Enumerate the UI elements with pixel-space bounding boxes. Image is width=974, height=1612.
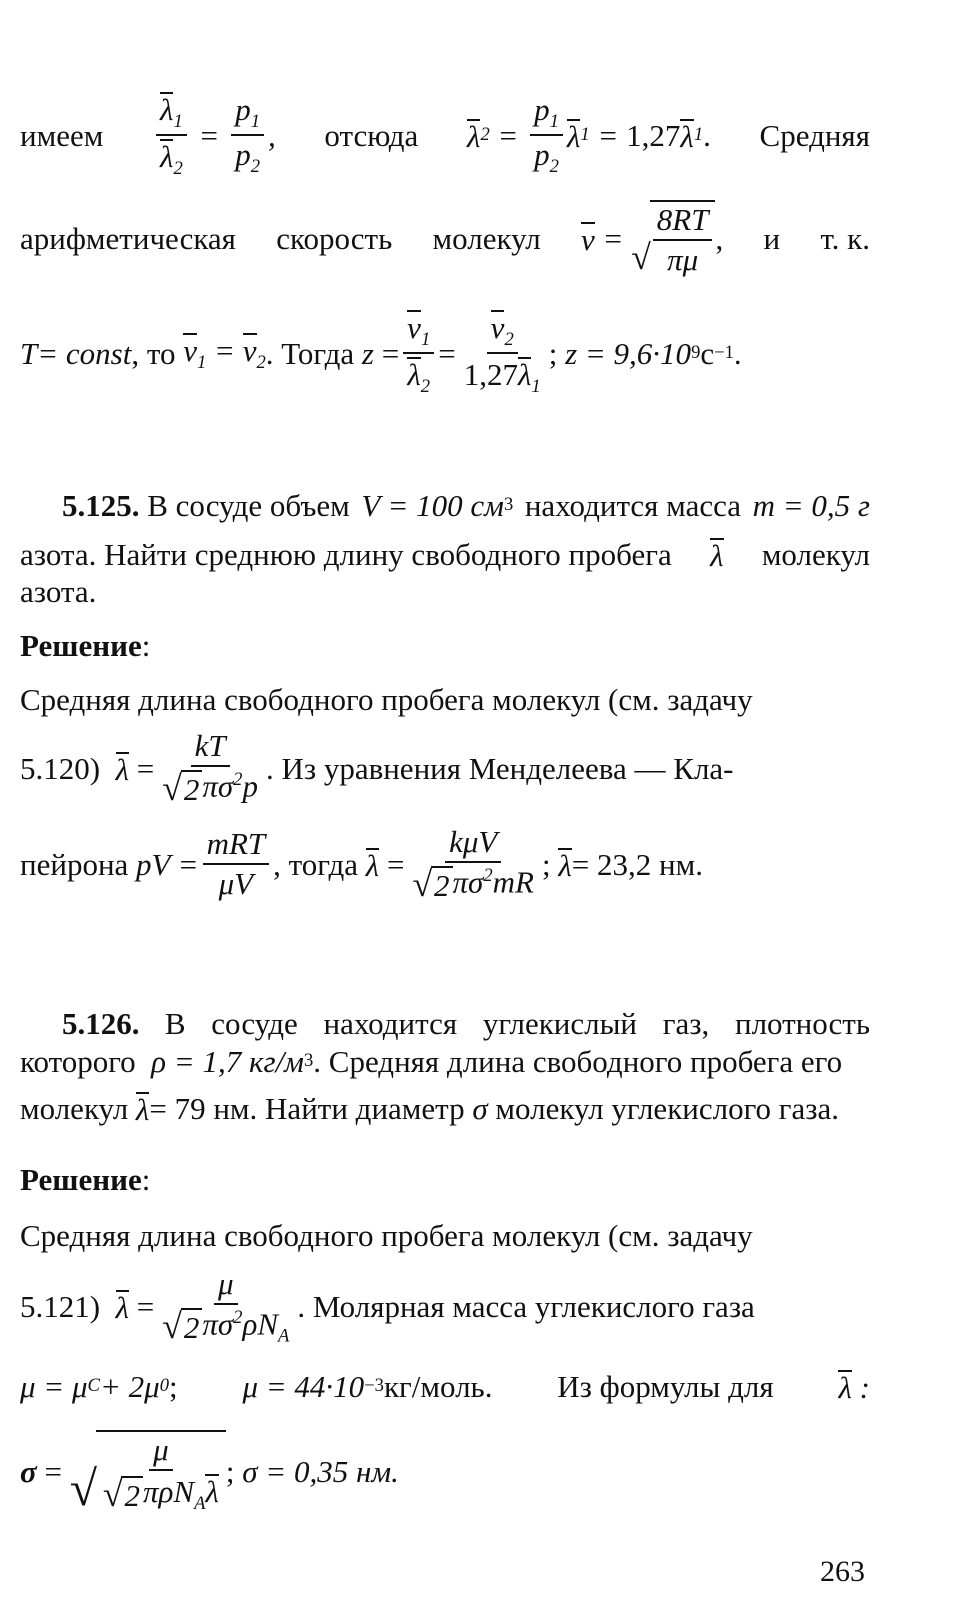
word: и [763,220,781,256]
formula-lambda-ratio: $\frac{\lambda_1}{\lambda_2}$ = $\frac{p_1}{p_2}$ , [152,92,276,178]
text-line: σ = √ μ √ 2 πρN$_A$λ ; σ = 0,35 нм. [20,1432,399,1516]
text-line [20,92,870,178]
word: т. к. [820,220,870,256]
text-line: азота. Найти среднюю длину свободного пробега λ молекул [20,537,870,573]
word: имеем [20,117,104,153]
formula-lambda2: λ 2 = $\frac{p_1}{p_2}$ λ 1 = 1,27 λ 1 . [467,92,711,177]
problem-5-125-statement: 5.125. В сосуде объем V = 100 см 3 находится масса m = 0,5 г [62,488,870,523]
text-line: 5.121) λ = μ √ 2 $\pi\sigma^2\rho N_A$ . Молярная масса углекислого газа [20,1266,755,1347]
text-line [20,200,870,276]
solution-heading: Решение: [20,628,151,663]
text-line: 5.120) λ = kT √ 2 $\pi\sigma^2p$ . Из уравнения Менделеева — Кла- [20,728,734,809]
text-line: Средняя длина свободного пробега молекул (см. задачу [20,682,753,717]
text-line: T = const , то $v_1 = v_2$ . Тогда z = $\frac{v_1}{\lambda_2}$ = $\frac{v_2}{1,27\lambda_1}$ ; z = 9,6·10 9 с −1 . [20,310,742,397]
problem-5-126-statement: 5.126. В сосуде находится углекислый газ, плотность [62,1006,870,1041]
text-line: азота. [20,574,97,609]
word: Средняя [759,117,870,153]
text-line: которого ρ = 1,7 кг/м 3 . Средняя длина свободного пробега его [20,1044,843,1079]
text-line: пейрона pV = $\frac{\text{mRT}}{\mu V}$ , тогда λ = kμV √ 2 $\pi\sigma^2mR$ ; λ = 23,2 нм. [20,824,703,905]
solution-heading: Решение: [20,1162,151,1197]
word: арифметическая [20,220,236,256]
text-line: молекул λ = 79 нм. Найти диаметр σ молекул углекислого газа. [20,1091,839,1127]
text-line: Средняя длина свободного пробега молекул (см. задачу [20,1218,753,1253]
word: скорость [276,220,393,256]
text-line: μ = μ C + 2μ 0 ; μ = 44·10 −3 кг/моль. Из формулы для λ : [20,1369,870,1405]
word: отсюда [324,117,419,153]
formula-mean-speed: v = √ $\frac{8RT}{\pi\mu}$ , [581,202,724,278]
word: молекул [432,220,541,256]
page-number: 263 [820,1555,865,1588]
